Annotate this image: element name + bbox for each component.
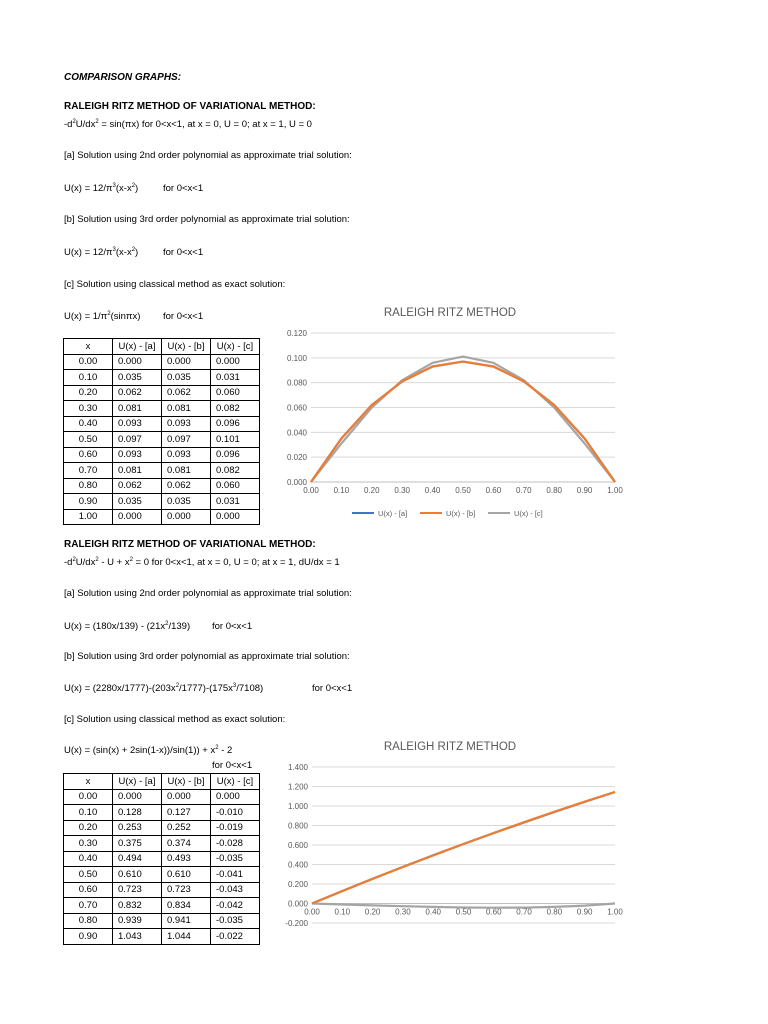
table-header: U(x) - [c] [211, 339, 260, 355]
table-row [64, 447, 260, 463]
x-tick-label: 0.00 [303, 486, 319, 495]
legend-label: U(x) - [b] [446, 509, 476, 518]
section2-a-range: for 0<x<1 [212, 621, 253, 632]
x-tick-label: 0.90 [576, 486, 593, 495]
table-row [64, 913, 260, 929]
table-cell: 0.10 [64, 370, 113, 386]
table-cell: 0.723 [162, 882, 211, 898]
table-header: U(x) - [b] [162, 339, 211, 355]
table-cell: 0.50 [64, 867, 113, 883]
section1-c-range: for 0<x<1 [163, 311, 204, 322]
section2-table [63, 773, 260, 945]
section1-b-range: for 0<x<1 [163, 247, 204, 258]
table-row [64, 836, 260, 852]
x-tick-label: 0.80 [546, 486, 562, 495]
table-cell: 0.096 [211, 447, 260, 463]
table-cell: 0.30 [64, 836, 113, 852]
x-tick-label: 0.20 [364, 907, 381, 917]
table-row [64, 401, 260, 417]
y-tick-label: 1.400 [287, 763, 308, 772]
table-cell: -0.042 [211, 898, 260, 914]
series-line-c [312, 904, 615, 908]
section2-c-formula: $U(x) = (\sin(x) + 2\sin(1-x))/\sin(1)) + x^2 - 2$ [64, 745, 233, 756]
table-cell: 0.035 [162, 370, 211, 386]
y-tick-label: 0.020 [286, 453, 307, 463]
table-cell: 0.723 [113, 882, 162, 898]
table-cell: 0.40 [64, 851, 113, 867]
section1-a-formula: $U(x) = 12/\pi^3(x-x^2)$ [64, 183, 139, 194]
table-cell: 0.50 [64, 432, 113, 448]
table-row [64, 929, 260, 945]
table-cell: 0.941 [162, 913, 211, 929]
x-tick-label: 0.40 [424, 486, 441, 495]
series-line-b [312, 792, 615, 904]
table-cell: 0.253 [113, 820, 162, 836]
table-cell: 0.70 [64, 463, 113, 479]
y-tick-label: -0.200 [285, 919, 308, 928]
table-cell: 0.610 [113, 867, 162, 883]
section2-a-label: [a] Solution using 2nd order polynomial as approximate trial solution: [64, 588, 352, 599]
table-cell: 0.20 [64, 385, 113, 401]
table-cell: 0.035 [113, 494, 162, 510]
table-row [64, 463, 260, 479]
section1-heading: RALEIGH RITZ METHOD OF VARIATIONAL METHOD: [64, 101, 316, 112]
table-header-row [64, 774, 260, 790]
y-tick-label: 1.000 [287, 802, 308, 811]
table-header: U(x) - [a] [113, 339, 162, 355]
section2-equation: $-d^2U/dx^2 - U + x^2 = 0$ for 0<x<1, at x = 0, U = 0; at x = 1, dU/dx = 1 [64, 557, 340, 568]
table-cell: -0.028 [211, 836, 260, 852]
table-cell: 0.000 [113, 789, 162, 805]
table-cell: 0.00 [64, 354, 113, 370]
section1-a-range: for 0<x<1 [163, 183, 204, 194]
section1-equation: $-d^2U/dx^2 = \sin(\pi x)$ for 0<x<1, at x = 0, U = 0; at x = 1, U = 0 [64, 119, 312, 130]
table-cell: 0.60 [64, 447, 113, 463]
table-cell: 0.10 [64, 805, 113, 821]
y-tick-label: 0.100 [286, 353, 307, 363]
table-cell: 0.081 [113, 463, 162, 479]
table-cell: 0.082 [211, 463, 260, 479]
table-cell: 0.060 [211, 385, 260, 401]
table-cell: 0.093 [113, 447, 162, 463]
table-cell: 0.80 [64, 913, 113, 929]
x-tick-label: 1.00 [607, 486, 623, 495]
table-cell: 0.000 [113, 509, 162, 525]
y-tick-label: 0.200 [287, 880, 308, 889]
table-cell: -0.010 [211, 805, 260, 821]
x-tick-label: 0.30 [394, 486, 410, 495]
table-cell: 0.093 [113, 416, 162, 432]
table-cell: 0.375 [113, 836, 162, 852]
table-header: U(x) - [b] [162, 774, 211, 790]
y-tick-label: 0.600 [287, 841, 308, 850]
table-cell: 0.097 [113, 432, 162, 448]
table-cell: 0.000 [211, 354, 260, 370]
section2-c-range: for 0<x<1 [212, 760, 253, 771]
table-cell: 0.939 [113, 913, 162, 929]
table-cell: 1.00 [64, 509, 113, 525]
table-cell: -0.022 [211, 929, 260, 945]
table-cell: 0.062 [162, 478, 211, 494]
table-cell: 0.70 [64, 898, 113, 914]
chart-1 [262, 298, 636, 530]
table-cell: 0.252 [162, 820, 211, 836]
section2-a-formula: $U(x) = (180x/139) - (21x^2/139)$ [64, 621, 191, 632]
section1-c-formula: $U(x) = 1/\pi^2(\sin\pi x)$ [64, 311, 141, 322]
table-row [64, 882, 260, 898]
y-tick-label: 0.000 [286, 478, 307, 487]
table-cell: 0.093 [162, 447, 211, 463]
table-cell: 0.082 [211, 401, 260, 417]
table-header: U(x) - [c] [211, 774, 260, 790]
table-cell: 0.062 [113, 478, 162, 494]
x-tick-label: 0.10 [334, 907, 351, 917]
x-tick-label: 0.40 [425, 907, 441, 917]
table-row [64, 354, 260, 370]
table-header: x [64, 339, 113, 355]
table-cell: 0.493 [162, 851, 211, 867]
chart-2-title: RALEIGH RITZ METHOD [383, 741, 517, 753]
table-cell: 0.000 [162, 789, 211, 805]
x-tick-label: 0.10 [333, 486, 350, 495]
table-row [64, 789, 260, 805]
table-cell: 0.90 [64, 929, 113, 945]
x-tick-label: 0.30 [395, 907, 411, 917]
y-tick-label: 0.400 [287, 860, 308, 870]
table-row [64, 820, 260, 836]
x-tick-label: 0.50 [455, 486, 471, 495]
chart-2 [262, 732, 636, 942]
section2-c-label: [c] Solution using classical method as exact solution: [64, 714, 286, 725]
table-row [64, 851, 260, 867]
y-tick-label: 0.000 [287, 899, 308, 909]
x-tick-label: 0.70 [516, 486, 532, 495]
series-line-b [311, 362, 615, 482]
y-tick-label: 0.040 [286, 428, 307, 438]
table-cell: 0.374 [162, 836, 211, 852]
table-cell: 0.494 [113, 851, 162, 867]
table-cell: 0.20 [64, 820, 113, 836]
x-tick-label: 0.60 [485, 486, 502, 495]
section1-table [63, 338, 260, 525]
table-cell: 1.043 [113, 929, 162, 945]
table-cell: 0.832 [113, 898, 162, 914]
x-tick-label: 0.90 [576, 907, 593, 917]
x-tick-label: 0.80 [546, 907, 563, 917]
x-tick-label: 0.50 [455, 907, 472, 917]
y-tick-label: 1.200 [287, 782, 308, 792]
table-cell: 0.062 [113, 385, 162, 401]
table-cell: -0.043 [211, 882, 260, 898]
table-cell: 0.834 [162, 898, 211, 914]
chart-1-title: RALEIGH RITZ METHOD [383, 307, 517, 319]
table-cell: 0.80 [64, 478, 113, 494]
table-cell: 0.031 [211, 370, 260, 386]
table-cell: 0.30 [64, 401, 113, 417]
legend-label: U(x) - [c] [514, 509, 543, 518]
legend-label: U(x) - [a] [378, 509, 408, 518]
table-cell: 0.000 [113, 354, 162, 370]
table-cell: 0.60 [64, 882, 113, 898]
table-cell: 0.097 [162, 432, 211, 448]
table-cell: 0.000 [162, 509, 211, 525]
table-row [64, 509, 260, 525]
table-row [64, 416, 260, 432]
table-cell: -0.035 [211, 913, 260, 929]
table-cell: 0.127 [162, 805, 211, 821]
table-row [64, 370, 260, 386]
table-row [64, 898, 260, 914]
table-row [64, 385, 260, 401]
page-title: COMPARISON GRAPHS: [64, 72, 182, 83]
table-cell: -0.035 [211, 851, 260, 867]
section1-a-label: [a] Solution using 2nd order polynomial as approximate trial solution: [64, 150, 352, 161]
table-row [64, 432, 260, 448]
table-cell: 0.096 [211, 416, 260, 432]
table-cell: 0.101 [211, 432, 260, 448]
series-line-c [311, 357, 615, 482]
table-cell: 0.081 [162, 463, 211, 479]
section2-heading: RALEIGH RITZ METHOD OF VARIATIONAL METHOD: [64, 539, 316, 550]
table-cell: 0.90 [64, 494, 113, 510]
table-cell: 0.035 [113, 370, 162, 386]
table-row [64, 478, 260, 494]
x-tick-label: 0.70 [516, 907, 532, 917]
table-cell: 1.044 [162, 929, 211, 945]
x-tick-label: 0.20 [364, 486, 380, 495]
table-row [64, 867, 260, 883]
section2-b-range: for 0<x<1 [312, 683, 353, 694]
table-cell: -0.019 [211, 820, 260, 836]
section1-b-label: [b] Solution using 3rd order polynomial as approximate trial solution: [64, 214, 350, 225]
table-row [64, 494, 260, 510]
table-cell: 0.610 [162, 867, 211, 883]
table-header: U(x) - [a] [113, 774, 162, 790]
table-header-row [64, 339, 260, 355]
table-cell: 0.000 [162, 354, 211, 370]
x-tick-label: 1.00 [607, 907, 623, 917]
table-cell: 0.128 [113, 805, 162, 821]
table-cell: 0.062 [162, 385, 211, 401]
table-cell: 0.000 [211, 509, 260, 525]
y-tick-label: 0.800 [287, 821, 308, 831]
x-tick-label: 0.60 [486, 907, 502, 917]
table-cell: 0.081 [113, 401, 162, 417]
section2-b-label: [b] Solution using 3rd order polynomial as approximate trial solution: [64, 651, 350, 662]
series-line-a [312, 792, 615, 904]
table-cell: 0.081 [162, 401, 211, 417]
table-cell: 0.035 [162, 494, 211, 510]
table-cell: 0.40 [64, 416, 113, 432]
y-tick-label: 0.080 [286, 378, 307, 388]
table-cell: 0.00 [64, 789, 113, 805]
table-cell: 0.093 [162, 416, 211, 432]
section2-b-formula: $U(x) = (2280x/1777)-(203x^2/1777)-(175x^3/7108)$ [64, 683, 264, 694]
y-tick-label: 0.120 [286, 329, 307, 338]
x-tick-label: 0.00 [304, 907, 320, 917]
table-cell: -0.041 [211, 867, 260, 883]
table-cell: 0.000 [211, 789, 260, 805]
section1-c-label: [c] Solution using classical method as exact solution: [64, 279, 286, 290]
table-cell: 0.060 [211, 478, 260, 494]
section1-b-formula: $U(x) = 12/\pi^3(x-x^2)$ [64, 247, 139, 258]
table-header: x [64, 774, 113, 790]
y-tick-label: 0.060 [286, 403, 307, 413]
table-row [64, 805, 260, 821]
table-cell: 0.031 [211, 494, 260, 510]
